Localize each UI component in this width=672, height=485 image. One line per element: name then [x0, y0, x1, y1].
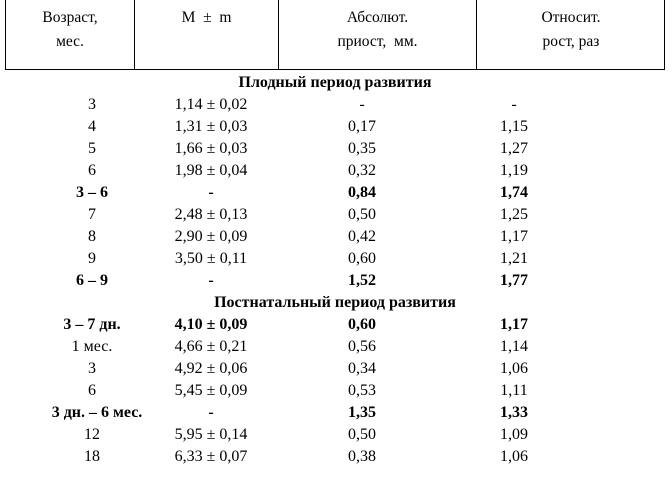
mean-cell: 1,98 ± 0,04 [174, 162, 248, 179]
age-cell: 3 – 6 [76, 184, 108, 201]
relative-growth-cell: 1,33 [500, 404, 528, 421]
relative-growth-cell: 1,17 [500, 228, 528, 245]
age-cell: 6 [88, 382, 96, 399]
mean-cell: 3,50 ± 0,11 [174, 250, 248, 267]
absolute-growth-cell: 0,53 [348, 382, 376, 399]
table-row [0, 204, 672, 226]
absolute-growth-cell: 0,38 [348, 448, 376, 465]
age-cell: 6 – 9 [76, 272, 108, 289]
age-cell: 18 [84, 448, 100, 465]
mean-cell: - [208, 272, 214, 289]
mean-cell: 2,90 ± 0,09 [174, 228, 248, 245]
age-cell: 3 [88, 96, 96, 113]
relative-growth-cell: 1,14 [500, 338, 528, 355]
age-cell: 3 – 7 дн. [63, 316, 121, 333]
relative-growth-cell: 1,06 [500, 448, 528, 465]
absolute-growth-cell: 0,34 [348, 360, 376, 377]
relative-growth-cell: 1,06 [500, 360, 528, 377]
relative-growth-cell: 1,77 [500, 272, 528, 289]
age-cell: 8 [88, 228, 96, 245]
section-postnatal: Постнатальный период развития [214, 294, 456, 311]
absolute-growth-cell: 1,35 [348, 404, 376, 421]
age-cell: 4 [88, 118, 96, 135]
table-row [0, 446, 672, 468]
table-row [0, 138, 672, 160]
mean-cell: 4,66 ± 0,21 [174, 338, 248, 355]
mean-cell: 6,33 ± 0,07 [174, 448, 248, 465]
table-row [0, 358, 672, 380]
table-row-summary [0, 314, 672, 336]
mean-cell: 4,92 ± 0,06 [174, 360, 248, 377]
header-relative [477, 0, 665, 69]
header-age-line1: Возраст, [42, 9, 98, 26]
age-cell: 1 мес. [71, 338, 113, 355]
table-row [0, 226, 672, 248]
table-row [0, 160, 672, 182]
table-row [0, 248, 672, 270]
table-row-summary [0, 402, 672, 424]
mean-cell: 4,10 ± 0,09 [174, 316, 248, 333]
table-row [0, 116, 672, 138]
header-relative-line1: Относит. [541, 9, 601, 26]
table-header [5, 0, 665, 70]
header-mean-line1: M ± m [181, 9, 232, 26]
absolute-growth-cell: 1,52 [348, 272, 376, 289]
table-row [0, 94, 672, 116]
header-absolute-line2: приост, мм. [337, 33, 418, 50]
table-row [0, 336, 672, 358]
mean-cell: 1,31 ± 0,03 [174, 118, 248, 135]
age-cell: 3 дн. – 6 мес. [51, 404, 143, 421]
relative-growth-cell: 1,27 [500, 140, 528, 157]
relative-growth-cell: 1,15 [500, 118, 528, 135]
age-cell: 3 [88, 360, 96, 377]
relative-growth-cell: 1,21 [500, 250, 528, 267]
header-absolute-line1: Абсолют. [346, 9, 409, 26]
table-row-summary [0, 182, 672, 204]
table-row [0, 380, 672, 402]
absolute-growth-cell: 0,84 [348, 184, 376, 201]
header-age-line2: мес. [56, 33, 84, 50]
absolute-growth-cell: 0,60 [348, 250, 376, 267]
relative-growth-cell: 1,19 [500, 162, 528, 179]
header-absolute [279, 0, 476, 69]
age-cell: 12 [84, 426, 100, 443]
header-relative-line2: рост, раз [542, 33, 600, 50]
relative-growth-cell: 1,11 [500, 382, 528, 399]
relative-growth-cell: 1,25 [500, 206, 528, 223]
age-cell: 5 [88, 140, 96, 157]
age-cell: 9 [88, 250, 96, 267]
mean-cell: 5,45 ± 0,09 [174, 382, 248, 399]
mean-cell: 1,66 ± 0,03 [174, 140, 248, 157]
absolute-growth-cell: 0,60 [348, 316, 376, 333]
relative-growth-cell: - [511, 96, 517, 113]
absolute-growth-cell: 0,50 [348, 426, 376, 443]
mean-cell: 1,14 ± 0,02 [174, 96, 248, 113]
absolute-growth-cell: 0,56 [348, 338, 376, 355]
mean-cell: 5,95 ± 0,14 [174, 426, 248, 443]
relative-growth-cell: 1,09 [500, 426, 528, 443]
age-cell: 7 [88, 206, 96, 223]
absolute-growth-cell: - [359, 96, 365, 113]
header-age [6, 0, 134, 69]
relative-growth-cell: 1,74 [500, 184, 528, 201]
absolute-growth-cell: 0,42 [348, 228, 376, 245]
mean-cell: 2,48 ± 0,13 [174, 206, 248, 223]
table-row-summary [0, 270, 672, 292]
header-mean [135, 0, 278, 69]
absolute-growth-cell: 0,17 [348, 118, 376, 135]
mean-cell: - [208, 404, 214, 421]
absolute-growth-cell: 0,50 [348, 206, 376, 223]
age-cell: 6 [88, 162, 96, 179]
table-row [0, 424, 672, 446]
absolute-growth-cell: 0,32 [348, 162, 376, 179]
relative-growth-cell: 1,17 [500, 316, 528, 333]
section-fetal: Плодный период развития [238, 74, 432, 91]
absolute-growth-cell: 0,35 [348, 140, 376, 157]
mean-cell: - [208, 184, 214, 201]
